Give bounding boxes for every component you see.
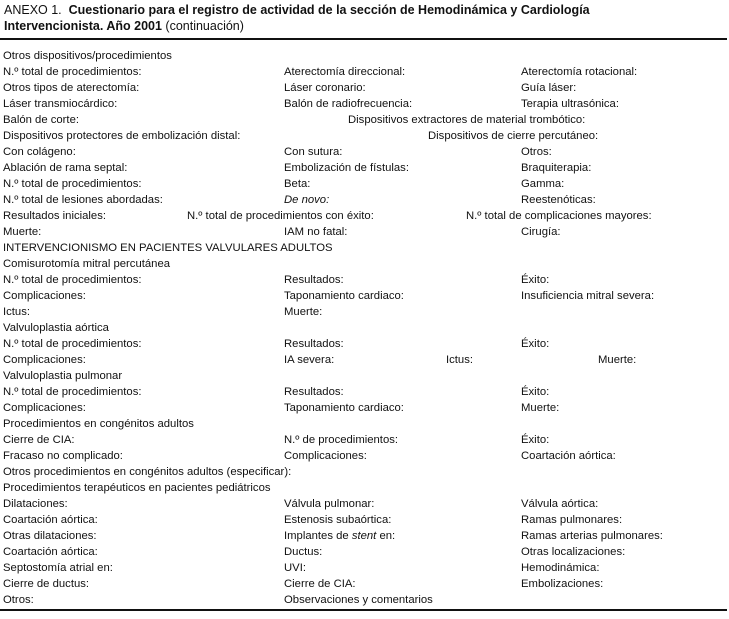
- field-label: Dilataciones:: [3, 498, 68, 510]
- field-label: Dispositivos de cierre percutáneo:: [428, 130, 599, 142]
- form-row: [0, 512, 727, 528]
- field-label: Muerte:: [521, 402, 560, 414]
- field-label: Insuficiencia mitral severa:: [521, 290, 655, 302]
- form-row: [0, 432, 727, 448]
- annex-label: ANEXO 1.: [4, 3, 62, 17]
- field-label: Dispositivos protectores de embolización distal:: [3, 130, 241, 142]
- field-label: Resultados:: [284, 338, 344, 350]
- bottom-rule: [0, 609, 727, 611]
- field-label: Estenosis subaórtica:: [284, 514, 392, 526]
- field-label: Válvula pulmonar:: [284, 498, 375, 510]
- form-row: [0, 128, 727, 144]
- field-label: Otras dilataciones:: [3, 530, 97, 542]
- field-label: Complicaciones:: [284, 450, 367, 462]
- form-row: [0, 576, 727, 592]
- field-label: Dispositivos extractores de material trombótico:: [348, 114, 586, 126]
- top-rule: [0, 38, 727, 40]
- field-label: Resultados:: [284, 386, 344, 398]
- field-label: Coartación aórtica:: [3, 514, 98, 526]
- field-label: Complicaciones:: [3, 402, 86, 414]
- field-label: UVI:: [284, 562, 306, 574]
- form-row: [0, 224, 727, 240]
- field-label: Ramas arterias pulmonares:: [521, 530, 663, 542]
- form-row: [0, 192, 727, 208]
- field-label: Terapia ultrasónica:: [521, 98, 619, 110]
- field-label: N.º de procedimientos:: [284, 434, 399, 446]
- field-label: Resultados:: [284, 274, 344, 286]
- subsection-heading: Valvuloplastia pulmonar: [3, 370, 123, 382]
- field-label: Coartación aórtica:: [3, 546, 98, 558]
- field-label: Complicaciones:: [3, 290, 86, 302]
- field-label: Muerte:: [598, 354, 637, 366]
- field-label: Láser coronario:: [284, 82, 366, 94]
- field-label: N.º total de procedimientos con éxito:: [187, 210, 374, 222]
- field-label: IAM no fatal:: [284, 226, 348, 238]
- subsection-heading: Procedimientos terapéuticos en pacientes pediátricos: [3, 482, 271, 494]
- field-label: Aterectomía rotacional:: [521, 66, 638, 78]
- field-label: Embolizaciones:: [521, 578, 604, 590]
- field-label: Otros:: [521, 146, 552, 158]
- field-label: Ictus:: [446, 354, 473, 366]
- field-label: Guía láser:: [521, 82, 577, 94]
- form-row: [0, 96, 727, 112]
- field-label: N.º total de procedimientos:: [3, 386, 142, 398]
- field-label: Embolización de fístulas:: [284, 162, 409, 174]
- field-label: N.º total de complicaciones mayores:: [466, 210, 652, 222]
- field-label: Otros tipos de aterectomía:: [3, 82, 140, 94]
- field-label: Balón de corte:: [3, 114, 79, 126]
- field-label: IA severa:: [284, 354, 335, 366]
- field-label: Ictus:: [3, 306, 30, 318]
- subsection-heading: Procedimientos en congénitos adultos: [3, 418, 194, 430]
- form-row: [0, 304, 727, 320]
- field-label: Cierre de CIA:: [3, 434, 75, 446]
- field-label: Éxito:: [521, 386, 550, 398]
- field-label: N.º total de procedimientos:: [3, 274, 142, 286]
- form-row: [0, 336, 727, 352]
- field-label: Cirugía:: [521, 226, 561, 238]
- field-label: Taponamiento cardiaco:: [284, 402, 404, 414]
- field-label: Braquiterapia:: [521, 162, 592, 174]
- subsection-heading: Valvuloplastia aórtica: [3, 322, 109, 334]
- form-row: [0, 592, 727, 608]
- field-label: Éxito:: [521, 434, 550, 446]
- field-label: Fracaso no complicado:: [3, 450, 123, 462]
- field-label: Muerte:: [284, 306, 323, 318]
- field-label: N.º total de lesiones abordadas:: [3, 194, 163, 206]
- field-label: N.º total de procedimientos:: [3, 338, 142, 350]
- title-suffix: (continuación): [161, 19, 244, 33]
- section-heading: INTERVENCIONISMO EN PACIENTES VALVULARES ADULTOS: [3, 242, 333, 254]
- form-row: [0, 464, 727, 480]
- field-label: Gamma:: [521, 178, 565, 190]
- title-line-1: Cuestionario para el registro de actividad de la sección de Hemodinámica y Cardiología: [68, 3, 590, 17]
- form-row: [0, 400, 727, 416]
- title-line-2: Intervencionista. Año 2001: [4, 19, 162, 33]
- field-label: Con colágeno:: [3, 146, 76, 158]
- field-label: Ductus:: [284, 546, 323, 558]
- field-label: Éxito:: [521, 274, 550, 286]
- field-label: De novo:: [284, 194, 330, 206]
- field-label: Observaciones y comentarios: [284, 594, 433, 606]
- field-label: Ablación de rama septal:: [3, 162, 128, 174]
- form-row: [0, 288, 727, 304]
- field-label: N.º total de procedimientos:: [3, 178, 142, 190]
- field-label: Muerte:: [3, 226, 42, 238]
- field-label: N.º total de procedimientos:: [3, 66, 142, 78]
- field-label: Aterectomía direccional:: [284, 66, 406, 78]
- form-row: [0, 560, 727, 576]
- field-label: Cierre de CIA:: [284, 578, 356, 590]
- field-label: Ramas pulmonares:: [521, 514, 623, 526]
- form-row: [0, 448, 727, 464]
- subsection-heading: Comisurotomía mitral percutánea: [3, 258, 171, 270]
- form-row: [0, 160, 727, 176]
- field-label: Otros procedimientos en congénitos adultos (especificar):: [3, 466, 292, 478]
- field-label: Complicaciones:: [3, 354, 86, 366]
- field-label: Taponamiento cardiaco:: [284, 290, 404, 302]
- field-label: Otras localizaciones:: [521, 546, 626, 558]
- field-label: Implantes de stent en:: [284, 530, 396, 542]
- form-row: [0, 80, 727, 96]
- form-row: [0, 144, 727, 160]
- field-label: Resultados iniciales:: [3, 210, 106, 222]
- field-label: Hemodinámica:: [521, 562, 600, 574]
- field-label: Septostomía atrial en:: [3, 562, 113, 574]
- field-label: Con sutura:: [284, 146, 343, 158]
- annex-title: [4, 2, 724, 34]
- form-row: [0, 112, 727, 128]
- field-label: Otros:: [3, 594, 34, 606]
- field-label: Láser transmiocárdico:: [3, 98, 118, 110]
- form-row: [0, 176, 727, 192]
- form-row: [0, 64, 727, 80]
- form-row: [0, 208, 727, 224]
- form-row: [0, 352, 727, 368]
- field-label: Cierre de ductus:: [3, 578, 90, 590]
- form-row: [0, 496, 727, 512]
- field-label: Válvula aórtica:: [521, 498, 599, 510]
- field-label: Éxito:: [521, 338, 550, 350]
- field-label: Coartación aórtica:: [521, 450, 616, 462]
- field-label: Balón de radiofrecuencia:: [284, 98, 413, 110]
- section-heading: Otros dispositivos/procedimientos: [3, 50, 172, 62]
- form-row: [0, 528, 727, 544]
- form-row: [0, 272, 727, 288]
- form-row: [0, 384, 727, 400]
- field-label: Beta:: [284, 178, 311, 190]
- form-row: [0, 544, 727, 560]
- field-label: Reestenóticas:: [521, 194, 596, 206]
